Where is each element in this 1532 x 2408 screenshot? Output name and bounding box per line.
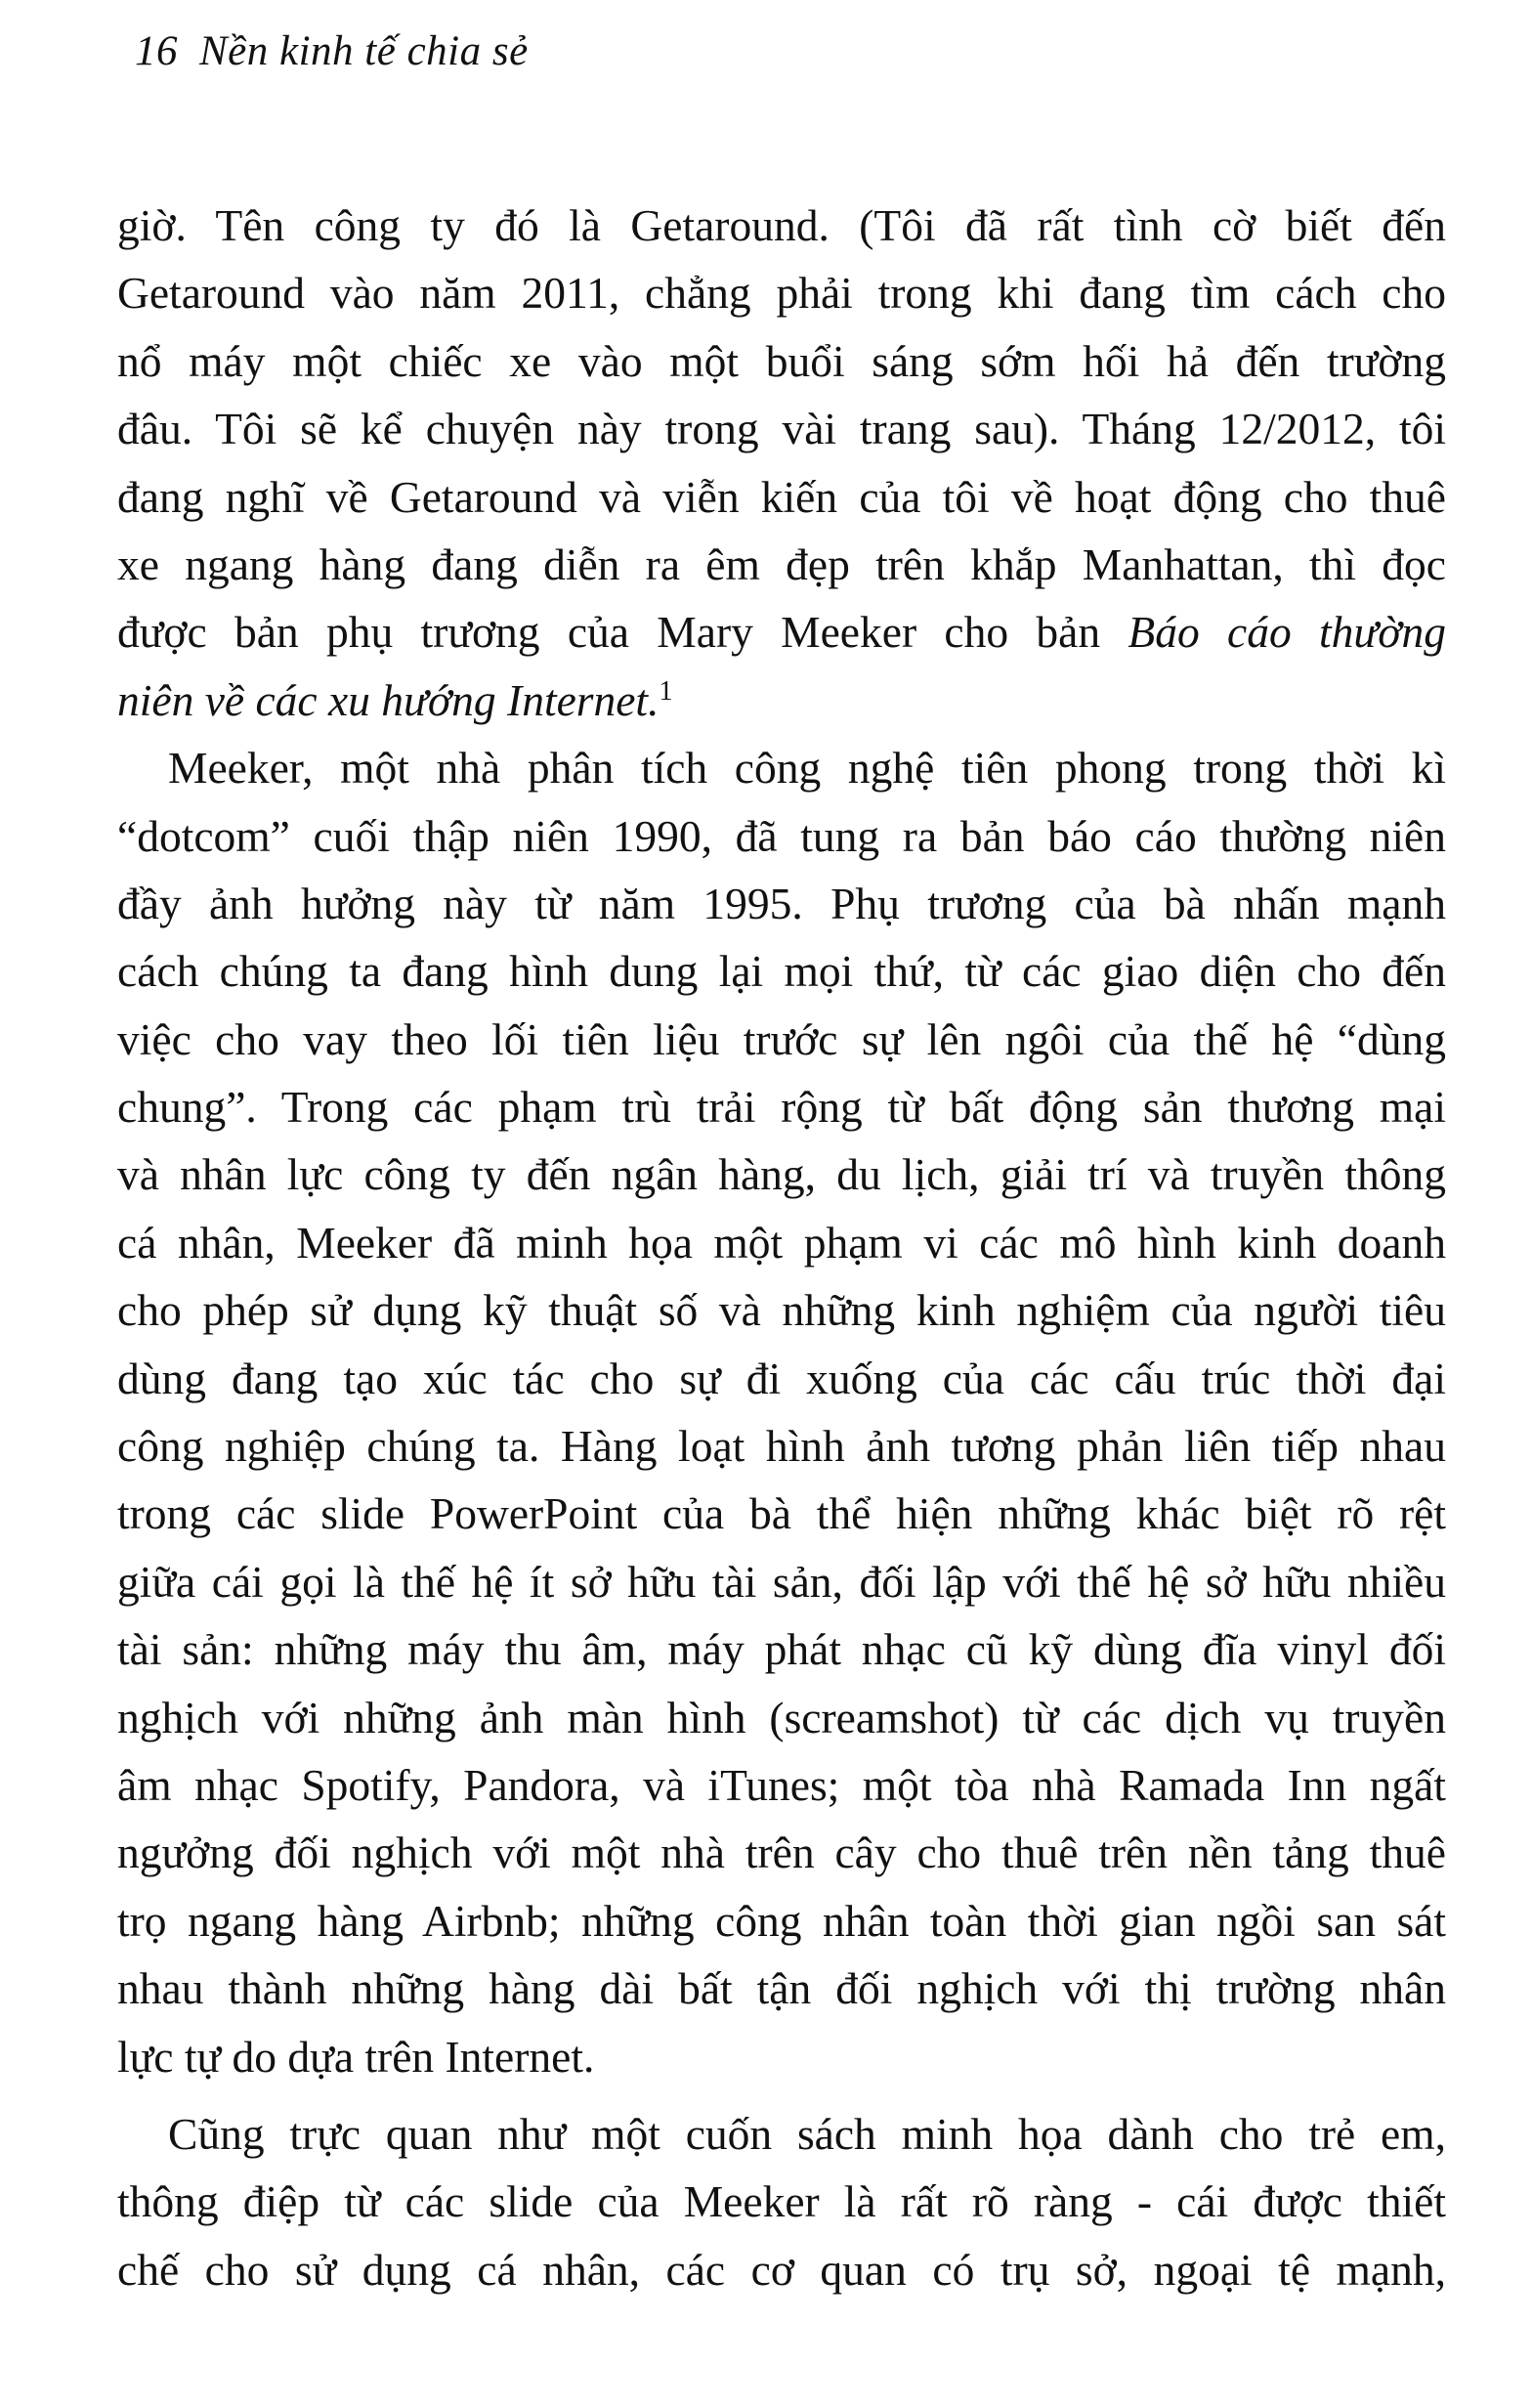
text-segment: được bản phụ trương của Mary Meeker cho bản xyxy=(117,607,1101,658)
text-line: Meeker, một nhà phân tích công nghệ tiên phong trong thời kì xyxy=(168,743,1446,794)
text-line: chế cho sử dụng cá nhân, các cơ quan có trụ sở, ngoại tệ mạnh, xyxy=(117,2244,1446,2295)
text-line: cách chúng ta đang hình dung lại mọi thứ, từ các giao diện cho đến xyxy=(117,946,1446,997)
text-line: âm nhạc Spotify, Pandora, và iTunes; một tòa nhà Ramada Inn ngất xyxy=(117,1759,1446,1810)
text-line: giờ. Tên công ty đó là Getaround. (Tôi đã rất tình cờ biết đến xyxy=(117,200,1446,250)
text-line: xe ngang hàng đang diễn ra êm đẹp trên khắp Manhattan, thì đọc xyxy=(117,538,1446,589)
text-line: cá nhân, Meeker đã minh họa một phạm vi các mô hình kinh doanh xyxy=(117,1217,1446,1268)
paragraph xyxy=(117,2100,1446,2303)
running-header xyxy=(135,27,529,75)
text-line: “dotcom” cuối thập niên 1990, đã tung ra bản báo cáo thường niên xyxy=(117,810,1446,861)
text-line: chung”. Trong các phạm trù trải rộng từ bất động sản thương mại xyxy=(117,1082,1446,1133)
text-line: Cũng trực quan như một cuốn sách minh họa dành cho trẻ em, xyxy=(168,2108,1446,2159)
text-line: giữa cái gọi là thế hệ ít sở hữu tài sản, đối lập với thế hệ sở hữu nhiều xyxy=(117,1556,1446,1607)
text-line: lực tự do dựa trên Internet. xyxy=(117,2031,595,2082)
body-text xyxy=(117,192,1446,2303)
text-line: nghịch với những ảnh màn hình (screamshot) từ các dịch vụ truyền xyxy=(117,1692,1446,1742)
text-line: Getaround vào năm 2011, chẳng phải trong khi đang tìm cách cho xyxy=(117,268,1446,319)
text-line xyxy=(117,666,1446,734)
text-line: nhau thành những hàng dài bất tận đối nghịch với thị trường nhân xyxy=(117,1963,1446,2014)
paragraph xyxy=(117,734,1446,2090)
text-line: đầy ảnh hưởng này từ năm 1995. Phụ trương của bà nhấn mạnh xyxy=(117,878,1446,928)
text-line: cho phép sử dụng kỹ thuật số và những kinh nghiệm của người tiêu xyxy=(117,1285,1446,1336)
text-line: ngưởng đối nghịch với một nhà trên cây cho thuê trên nền tảng thuê xyxy=(117,1828,1446,1878)
text-line: đâu. Tôi sẽ kể chuyện này trong vài trang sau). Tháng 12/2012, tôi xyxy=(117,404,1446,454)
report-title: niên về các xu hướng Internet. xyxy=(117,674,660,725)
text-line: thông điệp từ các slide của Meeker là rất rõ ràng - cái được thiết xyxy=(117,2176,1446,2227)
text-line: công nghiệp chúng ta. Hàng loạt hình ảnh tương phản liên tiếp nhau xyxy=(117,1421,1446,1472)
page-number: 16 xyxy=(135,28,178,74)
text-line: nổ máy một chiếc xe vào một buổi sáng sớm hối hả đến trường xyxy=(117,335,1446,386)
text-line xyxy=(117,598,1446,666)
text-line: việc cho vay theo lối tiên liệu trước sự lên ngôi của thế hệ “dùng xyxy=(117,1013,1446,1064)
book-title: Nền kinh tế chia sẻ xyxy=(199,28,529,74)
report-title: Báo cáo thường xyxy=(1128,607,1447,658)
text-line: dùng đang tạo xúc tác cho sự đi xuống của các cấu trúc thời đại xyxy=(117,1353,1446,1403)
text-line: tài sản: những máy thu âm, máy phát nhạc cũ kỹ dùng đĩa vinyl đối xyxy=(117,1624,1446,1675)
footnote-marker: 1 xyxy=(659,675,673,707)
text-line: trong các slide PowerPoint của bà thể hiện những khác biệt rõ rệt xyxy=(117,1488,1446,1539)
text-line: trọ ngang hàng Airbnb; những công nhân toàn thời gian ngồi san sát xyxy=(117,1895,1446,1946)
text-line: đang nghĩ về Getaround và viễn kiến của tôi về hoạt động cho thuê xyxy=(117,471,1446,522)
paragraph xyxy=(117,192,1446,734)
paragraph-gap xyxy=(117,2090,1446,2100)
text-line: và nhân lực công ty đến ngân hàng, du lịch, giải trí và truyền thông xyxy=(117,1149,1446,1200)
